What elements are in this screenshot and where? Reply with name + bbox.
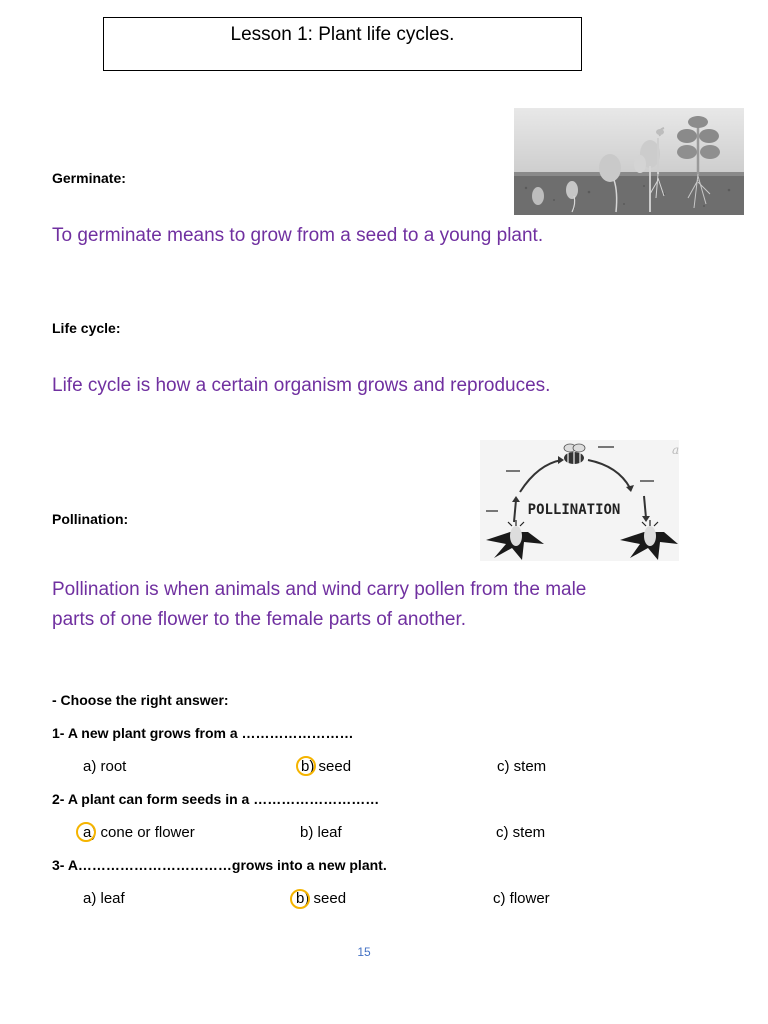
definition-life-cycle: Life cycle is how a certain organism grows and reproduces.	[52, 375, 551, 396]
lesson-title: Lesson 1: Plant life cycles.	[230, 24, 455, 45]
question-3: 3- A……………………………grows into a new plant.	[52, 857, 387, 873]
question-1-option-a: a) root	[83, 758, 127, 775]
definition-pollination-line-1: Pollination is when animals and wind carry pollen from the male	[52, 579, 587, 600]
quiz-instruction: - Choose the right answer:	[52, 692, 229, 708]
page-number: 15	[357, 945, 371, 959]
answer-circle-question-1	[296, 756, 316, 776]
question-1-option-c: c) stem	[497, 758, 547, 775]
seed-germination-stages-picture	[514, 108, 744, 215]
question-2-option-b: b) leaf	[300, 824, 342, 841]
answer-circle-question-3	[290, 889, 310, 909]
term-life-cycle: Life cycle:	[52, 320, 121, 336]
question-2-option-a: a) cone or flower	[83, 824, 195, 841]
question-1-option-b: b) seed	[301, 758, 352, 775]
term-germinate: Germinate:	[52, 170, 126, 186]
question-3-option-b: b) seed	[296, 890, 347, 907]
question-3-option-a: a) leaf	[83, 890, 125, 907]
lesson-title-box	[103, 17, 582, 71]
definition-pollination-line-2: parts of one flower to the female parts of another.	[52, 609, 467, 630]
term-pollination: Pollination:	[52, 511, 129, 527]
answer-circle-question-2	[76, 822, 96, 842]
question-3-option-c: c) flower	[493, 890, 550, 907]
pollination-diagram-picture	[480, 440, 679, 561]
question-2: 2- A plant can form seeds in a ………………………	[52, 791, 380, 807]
question-1: 1- A new plant grows from a ……………………	[52, 725, 354, 741]
pollination-picture-label: POLLINATION	[527, 502, 621, 518]
definition-germinate: To germinate means to grow from a seed to a young plant.	[52, 225, 544, 246]
svg-text:a: a	[672, 443, 679, 457]
question-2-option-c: c) stem	[496, 824, 546, 841]
